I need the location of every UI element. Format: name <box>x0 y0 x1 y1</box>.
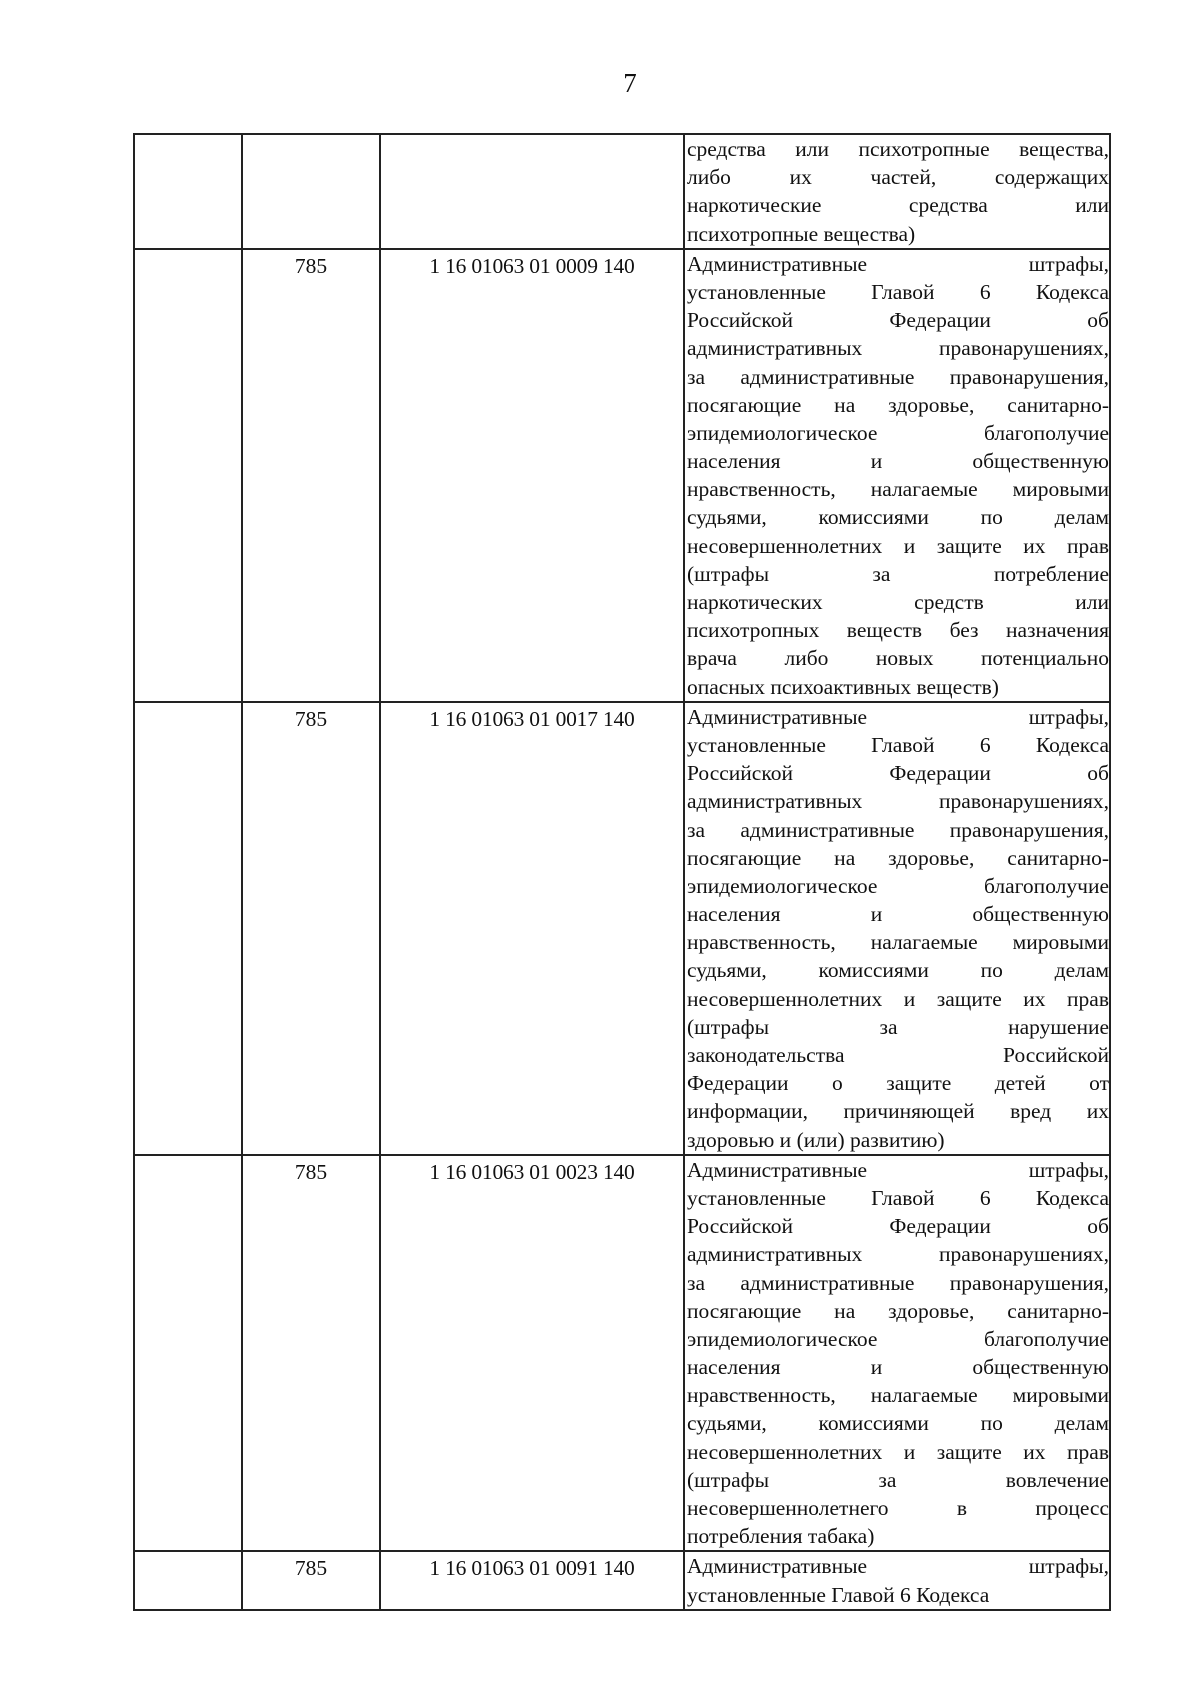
table-row <box>134 1155 1110 1552</box>
description-line: врача либо новых потенциально <box>687 646 1109 671</box>
description-line: судьями, комиссиями по делам <box>687 1411 1109 1436</box>
description-line: за административные правонарушения, <box>687 817 1109 842</box>
description-line: установленные Главой 6 Кодекса <box>687 1582 990 1607</box>
description-line: населения и общественную <box>687 1355 1109 1380</box>
administrator-code-cell: 785 <box>242 1155 380 1552</box>
description-line: эпидемиологическое благополучие <box>687 1326 1109 1351</box>
budget-classification-code-cell: 1 16 01063 01 0017 140 <box>380 702 684 1155</box>
budget-classification-code-cell: 1 16 01063 01 0009 140 <box>380 249 684 702</box>
description-line: установленные Главой 6 Кодекса <box>687 279 1109 304</box>
empty-cell <box>134 1155 242 1552</box>
description-line: административных правонарушениях, <box>687 1242 1109 1267</box>
table-body <box>134 134 1110 1610</box>
description-line: психотропные вещества) <box>687 221 916 246</box>
description-line: административных правонарушениях, <box>687 336 1109 361</box>
revenue-description-cell <box>684 249 1110 702</box>
table-row <box>134 702 1110 1155</box>
description-line: Административные штрафы, <box>687 251 1109 276</box>
description-line: (штрафы за вовлечение <box>687 1467 1109 1492</box>
description-line: психотропных веществ без назначения <box>687 618 1109 643</box>
description-line: нравственность, налагаемые мировыми <box>687 930 1109 955</box>
description-line: посягающие на здоровье, санитарно- <box>687 392 1109 417</box>
table-row <box>134 1551 1110 1609</box>
description-line: населения и общественную <box>687 449 1109 474</box>
administrator-code-cell <box>242 134 380 249</box>
revenue-description-cell <box>684 1155 1110 1552</box>
description-line: административных правонарушениях, <box>687 789 1109 814</box>
budget-classification-code-cell: 1 16 01063 01 0091 140 <box>380 1551 684 1609</box>
table-row <box>134 249 1110 702</box>
description-line: несовершеннолетних и защите их прав <box>687 986 1109 1011</box>
revenue-description-cell <box>684 702 1110 1155</box>
description-line: посягающие на здоровье, санитарно- <box>687 1298 1109 1323</box>
revenue-description-cell <box>684 1551 1110 1609</box>
description-line: опасных психоактивных веществ) <box>687 674 999 699</box>
description-line: за административные правонарушения, <box>687 1270 1109 1295</box>
description-line: здоровью и (или) развитию) <box>687 1127 945 1152</box>
description-line: установленные Главой 6 Кодекса <box>687 1185 1109 1210</box>
description-line: нравственность, налагаемые мировыми <box>687 477 1109 502</box>
description-line: наркотических средств или <box>687 590 1109 614</box>
description-line: судьями, комиссиями по делам <box>687 505 1109 530</box>
empty-cell <box>134 702 242 1155</box>
description-line: Российской Федерации об <box>687 761 1109 786</box>
empty-cell <box>134 249 242 702</box>
description-line: законодательства Российской <box>687 1043 1109 1067</box>
description-line: за административные правонарушения, <box>687 364 1109 389</box>
description-line: наркотические средства или <box>687 193 1109 218</box>
description-line: установленные Главой 6 Кодекса <box>687 732 1109 757</box>
description-line: нравственность, налагаемые мировыми <box>687 1383 1109 1408</box>
administrator-code-cell: 785 <box>242 702 380 1155</box>
description-line: населения и общественную <box>687 902 1109 927</box>
budget-code-table <box>133 133 1111 1611</box>
description-line: средства или психотропные вещества, <box>687 137 1109 161</box>
description-line: Российской Федерации об <box>687 308 1109 333</box>
table-row <box>134 134 1110 249</box>
description-line: Административные штрафы, <box>687 1157 1109 1182</box>
description-line: несовершеннолетних и защите их прав <box>687 533 1109 558</box>
description-line: эпидемиологическое благополучие <box>687 420 1109 445</box>
description-line: несовершеннолетних и защите их прав <box>687 1439 1109 1464</box>
administrator-code-cell: 785 <box>242 249 380 702</box>
description-line: несовершеннолетнего в процесс <box>687 1496 1109 1520</box>
description-line: эпидемиологическое благополучие <box>687 873 1109 898</box>
description-line: информации, причиняющей вред их <box>687 1099 1109 1124</box>
empty-cell <box>134 1551 242 1609</box>
empty-cell <box>134 134 242 249</box>
description-line: Российской Федерации об <box>687 1214 1109 1239</box>
description-line: Административные штрафы, <box>687 1554 1109 1579</box>
description-line: Административные штрафы, <box>687 704 1109 729</box>
revenue-description-cell <box>684 134 1110 249</box>
description-line: судьями, комиссиями по делам <box>687 958 1109 983</box>
description-line: либо их частей, содержащих <box>687 165 1109 190</box>
description-line: (штрафы за потребление <box>687 561 1109 586</box>
description-line: посягающие на здоровье, санитарно- <box>687 845 1109 870</box>
description-line: Федерации о защите детей от <box>687 1071 1109 1096</box>
description-line: (штрафы за нарушение <box>687 1014 1109 1039</box>
budget-classification-code-cell <box>380 134 684 249</box>
administrator-code-cell: 785 <box>242 1551 380 1609</box>
budget-classification-code-cell: 1 16 01063 01 0023 140 <box>380 1155 684 1552</box>
page-number: 7 <box>623 68 637 98</box>
description-line: потребления табака) <box>687 1524 875 1549</box>
